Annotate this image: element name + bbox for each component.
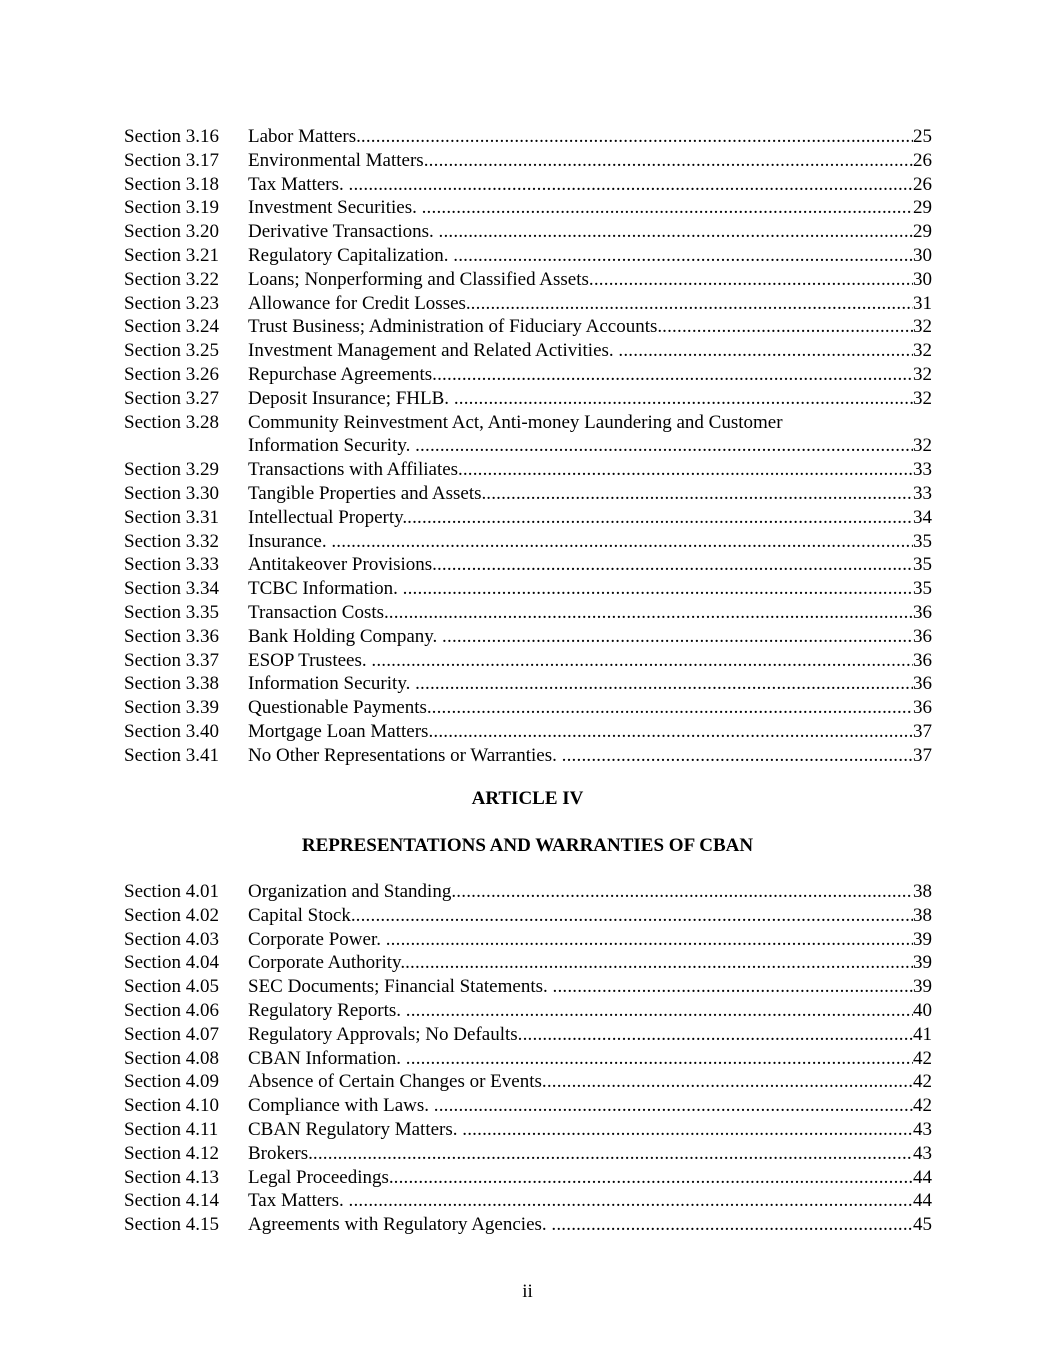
dot-leader xyxy=(454,387,913,411)
section-title-line xyxy=(248,1023,932,1047)
section-title: No Other Representations or Warranties. xyxy=(248,744,562,766)
section-title-line xyxy=(248,125,932,149)
section-number: Section 3.21 xyxy=(124,244,219,266)
toc-entry[interactable] xyxy=(124,458,932,482)
section-title: Legal Proceedings. xyxy=(248,1166,394,1188)
section-page-number: 31 xyxy=(913,292,932,314)
section-title: Insurance. xyxy=(248,530,332,552)
section-page-number: 32 xyxy=(913,387,932,409)
section-entry xyxy=(248,1023,932,1047)
section-entry xyxy=(248,339,932,363)
section-page-number: 29 xyxy=(913,221,932,243)
dot-leader xyxy=(415,672,913,696)
article-number-heading: ARTICLE IV xyxy=(471,788,584,809)
dot-leader xyxy=(486,482,913,506)
section-number: Section 3.25 xyxy=(124,340,219,362)
toc-entry[interactable] xyxy=(124,999,932,1023)
section-number: Section 3.18 xyxy=(124,173,219,195)
section-page-number: 26 xyxy=(913,173,932,195)
section-number: Section 3.39 xyxy=(124,697,219,719)
dot-leader xyxy=(434,1094,913,1118)
toc-entry[interactable] xyxy=(124,1166,932,1190)
section-entry xyxy=(248,220,932,244)
section-page-number: 38 xyxy=(913,881,932,902)
section-page-number: 35 xyxy=(913,530,932,552)
section-title-line xyxy=(248,292,932,316)
toc-article-4-list xyxy=(124,880,932,1237)
section-title-line xyxy=(248,744,932,768)
section-page-number: 36 xyxy=(913,601,932,623)
section-entry xyxy=(248,363,932,387)
section-entry xyxy=(248,720,932,744)
section-number: Section 3.23 xyxy=(124,292,219,314)
section-number: Section 3.27 xyxy=(124,387,219,409)
section-entry xyxy=(248,999,932,1023)
section-number: Section 3.35 xyxy=(124,601,219,623)
toc-entry[interactable] xyxy=(124,696,932,720)
section-title: Loans; Nonperforming and Classified Assets xyxy=(248,268,589,290)
section-page-number: 39 xyxy=(913,976,932,998)
section-number: Section 4.12 xyxy=(124,1142,219,1164)
section-page-number: 32 xyxy=(913,340,932,362)
section-title: Intellectual Property. xyxy=(248,506,408,528)
section-title: Questionable Payments. xyxy=(248,697,432,719)
dot-leader xyxy=(331,530,913,554)
section-title-line xyxy=(248,173,932,197)
section-title-line xyxy=(248,149,932,173)
section-page-number: 37 xyxy=(913,744,932,766)
section-entry xyxy=(248,530,932,554)
section-number: Section 3.28 xyxy=(124,411,219,433)
section-title-line xyxy=(248,482,932,506)
section-entry xyxy=(248,553,932,577)
section-title: Information Security. xyxy=(248,435,416,457)
dot-leader xyxy=(389,601,913,625)
section-entry xyxy=(248,506,932,530)
section-entry xyxy=(248,649,932,673)
section-page-number: 35 xyxy=(913,554,932,576)
section-number: Section 4.05 xyxy=(124,976,219,998)
section-entry xyxy=(248,125,932,149)
dot-leader xyxy=(437,553,913,577)
section-title: SEC Documents; Financial Statements. xyxy=(248,976,553,998)
section-title-line xyxy=(248,720,932,744)
section-page-number: 43 xyxy=(913,1142,932,1164)
section-title-line xyxy=(248,975,932,999)
section-title-line xyxy=(248,1189,932,1213)
section-number: Section 3.34 xyxy=(124,578,219,600)
section-title-line xyxy=(248,880,932,904)
section-number: Section 4.08 xyxy=(124,1047,219,1069)
section-title-line xyxy=(248,1142,932,1166)
section-page-number: 44 xyxy=(913,1190,932,1212)
toc-entry[interactable] xyxy=(124,904,932,928)
toc-entry[interactable] xyxy=(124,315,932,339)
dot-leader xyxy=(406,999,913,1023)
section-number: Section 3.33 xyxy=(124,554,219,576)
section-number: Section 3.41 xyxy=(124,744,219,766)
section-page-number: 42 xyxy=(913,1095,932,1117)
section-page-number: 29 xyxy=(913,197,932,219)
section-title-line xyxy=(248,672,932,696)
section-entry xyxy=(248,196,932,220)
section-entry xyxy=(248,1142,932,1166)
section-entry xyxy=(248,244,932,268)
section-number: Section 3.19 xyxy=(124,197,219,219)
section-number: Section 4.02 xyxy=(124,904,219,926)
section-title: Antitakeover Provisions. xyxy=(248,554,437,576)
dot-leader xyxy=(415,434,913,458)
dot-leader xyxy=(432,363,913,387)
section-page-number: 25 xyxy=(913,126,932,147)
section-page-number: 36 xyxy=(913,673,932,695)
section-entry xyxy=(248,928,932,952)
toc-entry[interactable] xyxy=(124,975,932,999)
toc-entry[interactable] xyxy=(124,1094,932,1118)
toc-entry[interactable] xyxy=(124,649,932,673)
section-page-number: 42 xyxy=(913,1071,932,1093)
toc-entry[interactable] xyxy=(124,672,932,696)
toc-entry[interactable] xyxy=(124,553,932,577)
section-number: Section 3.17 xyxy=(124,149,219,171)
section-number: Section 3.32 xyxy=(124,530,219,552)
toc-entry[interactable] xyxy=(124,1189,932,1213)
section-title-line xyxy=(248,244,932,268)
dot-leader xyxy=(439,220,913,244)
section-number: Section 3.26 xyxy=(124,363,219,385)
toc-entry[interactable] xyxy=(124,125,932,149)
section-page-number: 33 xyxy=(913,459,932,481)
dot-leader xyxy=(518,1023,913,1047)
toc-entry[interactable] xyxy=(124,1047,932,1071)
dot-leader xyxy=(406,1047,913,1071)
toc-entry[interactable] xyxy=(124,1023,932,1047)
section-number: Section 4.04 xyxy=(124,952,219,974)
section-page-number: 39 xyxy=(913,952,932,974)
section-page-number: 36 xyxy=(913,697,932,719)
section-title-line xyxy=(248,1047,932,1071)
toc-entry[interactable] xyxy=(124,292,932,316)
section-entry xyxy=(248,149,932,173)
section-number: Section 3.37 xyxy=(124,649,219,671)
toc-entry[interactable] xyxy=(124,363,932,387)
dot-leader xyxy=(428,720,913,744)
section-title-line xyxy=(248,904,932,928)
section-entry xyxy=(248,1118,932,1142)
section-page-number: 38 xyxy=(913,904,932,926)
section-title: Allowance for Credit Losses. xyxy=(248,292,471,314)
section-title: Derivative Transactions. xyxy=(248,221,439,243)
dot-leader xyxy=(371,649,913,673)
section-title-line xyxy=(248,268,932,292)
section-page-number: 32 xyxy=(913,316,932,338)
section-page-number: 30 xyxy=(913,268,932,290)
toc-entry[interactable] xyxy=(124,196,932,220)
section-number: Section 3.40 xyxy=(124,720,219,742)
section-title-line xyxy=(248,951,932,975)
dot-leader xyxy=(463,458,913,482)
section-entry xyxy=(248,292,932,316)
toc-entry[interactable] xyxy=(124,1118,932,1142)
toc-entry[interactable] xyxy=(124,149,932,173)
section-entry xyxy=(248,458,932,482)
section-number: Section 4.03 xyxy=(124,928,219,950)
section-title: ESOP Trustees. xyxy=(248,649,372,671)
section-entry xyxy=(248,744,932,768)
dot-leader xyxy=(471,292,913,316)
section-title: Deposit Insurance; FHLB. xyxy=(248,387,454,409)
dot-leader xyxy=(394,1166,913,1190)
dot-leader xyxy=(386,928,913,952)
section-number: Section 4.01 xyxy=(124,881,219,902)
section-title-line xyxy=(248,1094,932,1118)
section-entry xyxy=(248,1047,932,1071)
section-entry xyxy=(248,268,932,292)
dot-leader xyxy=(405,951,913,975)
section-entry xyxy=(248,1189,932,1213)
section-number: Section 4.07 xyxy=(124,1023,219,1045)
toc-entry[interactable] xyxy=(124,268,932,292)
toc-entry[interactable] xyxy=(124,530,932,554)
toc-entry[interactable] xyxy=(124,1213,932,1237)
toc-entry[interactable] xyxy=(124,1070,932,1094)
dot-leader xyxy=(422,196,913,220)
section-title-line xyxy=(248,649,932,673)
section-number: Section 4.15 xyxy=(124,1214,219,1236)
toc-entry[interactable] xyxy=(124,482,932,506)
toc-entry[interactable] xyxy=(124,387,932,411)
section-page-number: 41 xyxy=(913,1023,932,1045)
toc-entry[interactable] xyxy=(124,244,932,268)
section-title-line xyxy=(248,387,932,411)
section-title: Regulatory Reports. xyxy=(248,999,406,1021)
section-page-number: 40 xyxy=(913,999,932,1021)
section-title-line xyxy=(248,1118,932,1142)
section-number: Section 3.30 xyxy=(124,482,219,504)
section-title-line xyxy=(248,928,932,952)
section-number: Section 3.20 xyxy=(124,221,219,243)
section-title-line xyxy=(248,196,932,220)
dot-leader xyxy=(453,244,913,268)
section-title: Tax Matters. xyxy=(248,1190,349,1212)
dot-leader xyxy=(361,125,913,149)
section-title: Trust Business; Administration of Fiduciary Accounts. xyxy=(248,316,663,338)
dot-leader xyxy=(462,1118,913,1142)
toc-entry[interactable] xyxy=(124,339,932,363)
dot-leader xyxy=(589,268,913,292)
section-page-number: 43 xyxy=(913,1118,932,1140)
article-title-heading: REPRESENTATIONS AND WARRANTIES OF CBAN xyxy=(301,835,754,856)
page-number: ii xyxy=(522,1281,533,1302)
section-title: Agreements with Regulatory Agencies. xyxy=(248,1214,552,1236)
section-number: Section 3.16 xyxy=(124,126,219,147)
section-title: Regulatory Capitalization. xyxy=(248,244,454,266)
dot-leader xyxy=(313,1142,913,1166)
section-page-number: 44 xyxy=(913,1166,932,1188)
section-entry xyxy=(248,1213,932,1237)
section-title: Capital Stock. xyxy=(248,904,356,926)
section-entry xyxy=(248,315,932,339)
section-title-line xyxy=(248,625,932,649)
section-title: Investment Securities. xyxy=(248,197,422,219)
section-title: Labor Matters. xyxy=(248,126,361,147)
section-title-line xyxy=(248,315,932,339)
dot-leader xyxy=(424,149,913,173)
toc-entry[interactable] xyxy=(124,1142,932,1166)
section-number: Section 4.13 xyxy=(124,1166,219,1188)
section-entry xyxy=(248,482,932,506)
section-number: Section 3.36 xyxy=(124,625,219,647)
dot-leader xyxy=(356,904,913,928)
section-entry xyxy=(248,951,932,975)
dot-leader xyxy=(662,315,913,339)
section-title-line xyxy=(248,506,932,530)
section-title: CBAN Information. xyxy=(248,1047,406,1069)
section-title-line xyxy=(248,1213,932,1237)
section-title: Repurchase Agreements xyxy=(248,363,433,385)
section-title: Organization and Standing xyxy=(248,881,452,902)
toc-entry[interactable] xyxy=(124,720,932,744)
section-page-number: 32 xyxy=(913,435,932,457)
section-title-line1: Community Reinvestment Act, Anti-money Laundering and Customer xyxy=(248,411,783,433)
section-page-number: 35 xyxy=(913,578,932,600)
section-number: Section 4.06 xyxy=(124,999,219,1021)
section-page-number: 30 xyxy=(913,244,932,266)
section-title-line xyxy=(248,577,932,601)
section-title-line xyxy=(248,339,932,363)
section-title: Corporate Authority. xyxy=(248,952,406,974)
section-entry xyxy=(248,672,932,696)
dot-leader xyxy=(553,975,914,999)
section-title-line xyxy=(248,458,932,482)
toc-entry[interactable] xyxy=(124,744,932,768)
section-title: Information Security. xyxy=(248,673,416,695)
section-number: Section 4.10 xyxy=(124,1095,219,1117)
section-page-number: 36 xyxy=(913,649,932,671)
section-number: Section 3.31 xyxy=(124,506,219,528)
toc-entry[interactable] xyxy=(124,928,932,952)
section-page-number: 36 xyxy=(913,625,932,647)
section-title-line xyxy=(248,363,932,387)
section-entry xyxy=(248,1094,932,1118)
section-number: Section 3.38 xyxy=(124,673,219,695)
section-page-number: 32 xyxy=(913,363,932,385)
toc-entry[interactable] xyxy=(124,506,932,530)
section-entry xyxy=(248,411,932,459)
section-title: Tax Matters. xyxy=(248,173,349,195)
section-title: Bank Holding Company. xyxy=(248,625,443,647)
dot-leader xyxy=(542,1070,913,1094)
dot-leader xyxy=(403,577,913,601)
section-entry xyxy=(248,601,932,625)
section-title: Transactions with Affiliates. xyxy=(248,459,463,481)
section-title: Investment Management and Related Activities. xyxy=(248,340,619,362)
section-number: Section 4.09 xyxy=(124,1071,219,1093)
toc-entry[interactable] xyxy=(124,880,932,904)
section-title: Environmental Matters xyxy=(248,149,424,171)
toc-entry[interactable] xyxy=(124,577,932,601)
dot-leader xyxy=(349,173,913,197)
section-number: Section 3.29 xyxy=(124,459,219,481)
section-title: Mortgage Loan Matters xyxy=(248,720,429,742)
dot-leader xyxy=(432,696,913,720)
section-title: Brokers. xyxy=(248,1142,313,1164)
section-title: Corporate Power. xyxy=(248,928,386,950)
toc-entry[interactable] xyxy=(124,220,932,244)
section-entry xyxy=(248,904,932,928)
section-title-line xyxy=(248,1070,932,1094)
section-entry xyxy=(248,577,932,601)
section-title: Transaction Costs. xyxy=(248,601,389,623)
toc-entry[interactable] xyxy=(124,601,932,625)
section-title: TCBC Information. xyxy=(248,578,403,600)
dot-leader xyxy=(618,339,913,363)
toc-entry[interactable] xyxy=(124,411,932,459)
section-title: Regulatory Approvals; No Defaults xyxy=(248,1023,518,1045)
section-title-line xyxy=(248,1166,932,1190)
section-title-line xyxy=(248,696,932,720)
section-entry xyxy=(248,880,932,904)
section-entry xyxy=(248,173,932,197)
section-entry xyxy=(248,975,932,999)
section-entry xyxy=(248,387,932,411)
section-number: Section 3.24 xyxy=(124,316,219,338)
toc-article-3-list xyxy=(124,125,932,768)
section-number: Section 4.11 xyxy=(124,1118,219,1140)
section-title: Absence of Certain Changes or Events xyxy=(248,1071,542,1093)
section-title-line xyxy=(248,530,932,554)
section-title-line xyxy=(248,220,932,244)
toc-entry[interactable] xyxy=(124,951,932,975)
section-page-number: 39 xyxy=(913,928,932,950)
dot-leader xyxy=(407,506,913,530)
section-page-number: 33 xyxy=(913,482,932,504)
dot-leader xyxy=(562,744,913,768)
toc-entry[interactable] xyxy=(124,625,932,649)
section-entry xyxy=(248,696,932,720)
section-page-number: 26 xyxy=(913,149,932,171)
section-page-number: 34 xyxy=(913,506,932,528)
toc-entry[interactable] xyxy=(124,173,932,197)
section-title: Tangible Properties and Assets. xyxy=(248,482,487,504)
dot-leader xyxy=(349,1189,913,1213)
section-page-number: 45 xyxy=(913,1214,932,1236)
section-title-line xyxy=(248,553,932,577)
dot-leader xyxy=(551,1213,913,1237)
section-number: Section 4.14 xyxy=(124,1190,219,1212)
section-entry xyxy=(248,625,932,649)
dot-leader xyxy=(451,880,913,904)
section-page-number: 37 xyxy=(913,720,932,742)
section-title-line xyxy=(248,601,932,625)
section-page-number: 42 xyxy=(913,1047,932,1069)
section-title-line xyxy=(248,434,932,458)
section-title: CBAN Regulatory Matters. xyxy=(248,1118,463,1140)
dot-leader xyxy=(442,625,913,649)
section-number: Section 3.22 xyxy=(124,268,219,290)
section-entry xyxy=(248,1166,932,1190)
section-title: Compliance with Laws. xyxy=(248,1095,434,1117)
section-entry xyxy=(248,1070,932,1094)
section-title-line xyxy=(248,999,932,1023)
